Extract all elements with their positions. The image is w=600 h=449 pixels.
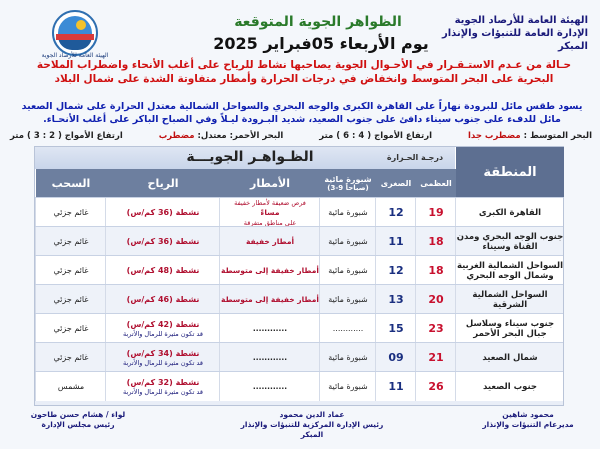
table-row bbox=[35, 226, 563, 256]
sea-state-line bbox=[10, 131, 592, 141]
bulletin-title: الظواهر الجوية المتوقعة bbox=[234, 14, 402, 30]
clouds-cell: غائم جزئي bbox=[35, 256, 106, 285]
signature-board-chairman: لواء / هشام حسن طاحون رئيس مجلس الإدارة bbox=[30, 410, 126, 429]
med-sea: البحر المتوسط : مضطرب جدا bbox=[468, 131, 592, 141]
phenomena-heading: الظـواهـر الجويـــة bbox=[186, 149, 314, 165]
signature-central-admin: عماد الدين محمود رئيس الإدارة المركزية للتنبؤات والإنذار المبكر bbox=[240, 410, 384, 439]
max-temp-cell: 20 bbox=[415, 285, 456, 314]
region-cell: السواحل الشمالية الغربية وشمال الوجه البحري bbox=[455, 256, 564, 285]
temperature-heading: درجـة الحـرارة bbox=[386, 153, 444, 162]
clouds-cell: غائم جزئي bbox=[35, 227, 106, 256]
humidity-cell: شبورة مائية bbox=[319, 198, 376, 227]
max-temp-cell: 19 bbox=[415, 198, 456, 227]
rain-cell: ............ bbox=[219, 343, 320, 372]
col-region: المنطقة bbox=[455, 147, 564, 197]
org-line-1: الهيئة العامة للأرصاد الجوية bbox=[454, 15, 588, 26]
signature-forecast-director: محمود شاهين مديرعام التنبؤات والإنذار bbox=[482, 410, 574, 429]
rain-cell: أمطار خفيفة إلى متوسطة bbox=[219, 256, 320, 285]
region-cell: شمال الصعيد bbox=[455, 343, 564, 372]
alert-red-text: حـالة من عـدم الاستـقـرار في الأحـوال الجوية يصاحبها نشاط للرياح على أغلب الأنحاء واضطراب الملاحة البحرية على البحر المتوسط وانخفاض في درجات الحرارة وأمطار متفاوتة الشدة على شمال البلاد bbox=[36, 59, 572, 85]
rain-cell: ............ bbox=[219, 314, 320, 343]
min-temp-cell: 13 bbox=[375, 285, 416, 314]
min-temp-cell: 12 bbox=[375, 256, 416, 285]
max-temp-cell: 23 bbox=[415, 314, 456, 343]
org-line-2: الإدارة العامة للتنبؤات والإنذار المبكر bbox=[441, 28, 588, 52]
min-temp-cell: 09 bbox=[375, 343, 416, 372]
alert-blue-text: يسود طقس مائل للبرودة نهاراً على القاهرة الكبرى والوجه البحري والسواحل الشمالية معتدل الحرارة على شمال الصعيد مائل للدفء على جنوب سيناء دافئ على جنوب الصعيد، شديد البـرودة ليـلاً وفي الصباح الباكر على أغلب الأنحـاء. bbox=[21, 101, 583, 125]
clouds-cell: غائم جزئي bbox=[35, 285, 106, 314]
wind-cell: نشطة (42 كم/س) قد تكون مثيرة للرمال والأتربة bbox=[105, 314, 220, 343]
meteorology-logo-icon bbox=[52, 10, 98, 56]
table-row bbox=[35, 284, 563, 314]
min-temp-cell: 11 bbox=[375, 227, 416, 256]
max-temp-cell: 18 bbox=[415, 227, 456, 256]
max-temp-cell: 18 bbox=[415, 256, 456, 285]
clouds-cell: غائم جزئي bbox=[35, 198, 106, 227]
table-row bbox=[35, 371, 563, 401]
col-max: العظمى bbox=[415, 169, 456, 197]
col-min: الصغرى bbox=[375, 169, 416, 197]
max-temp-cell: 21 bbox=[415, 343, 456, 372]
col-wind: الرياح bbox=[105, 169, 220, 197]
region-cell: جنوب الوجه البحري ومدن القناة وسيناء bbox=[455, 227, 564, 256]
min-temp-cell: 12 bbox=[375, 198, 416, 227]
humidity-cell: شبورة مائية bbox=[319, 372, 376, 401]
col-clouds: السحب bbox=[35, 169, 106, 197]
red-sea-waves: ارتفاع الأمواج ( 2 : 3 ) متر bbox=[10, 131, 123, 141]
region-cell: السواحل الشمالية الشرقية bbox=[455, 285, 564, 314]
clouds-cell: مشمس bbox=[35, 372, 106, 401]
wind-cell: نشطة (48 كم/س) bbox=[105, 256, 220, 285]
min-temp-cell: 15 bbox=[375, 314, 416, 343]
region-cell: القاهرة الكبرى bbox=[455, 198, 564, 227]
wind-cell: نشطة (46 كم/س) bbox=[105, 285, 220, 314]
table-row bbox=[35, 255, 563, 285]
humidity-cell: شبورة مائية bbox=[319, 343, 376, 372]
table-row bbox=[35, 313, 563, 343]
max-temp-cell: 26 bbox=[415, 372, 456, 401]
clouds-cell: غائم جزئي bbox=[35, 343, 106, 372]
rain-cell: فرص ضعيفة لأمطار خفيفة مساءً على مناطق متفرقة bbox=[219, 198, 320, 227]
wind-cell: نشطة (36 كم/س) bbox=[105, 198, 220, 227]
clouds-cell: غائم جزئي bbox=[35, 314, 106, 343]
col-rain: الأمطار bbox=[219, 169, 320, 197]
rain-cell: ............ bbox=[219, 372, 320, 401]
region-cell: جنوب سيناء وسلاسل جبال البحر الأحمر bbox=[455, 314, 564, 343]
wind-cell: نشطة (34 كم/س) قد تكون مثيرة للرمال والأتربة bbox=[105, 343, 220, 372]
humidity-cell: شبورة مائية bbox=[319, 285, 376, 314]
bulletin-date: يوم الأربعاء 05فبراير 2025 bbox=[213, 34, 429, 53]
forecast-table bbox=[34, 146, 564, 406]
col-humidity: شبورة مائية (3-9 صباحاً) bbox=[319, 169, 376, 197]
table-row bbox=[35, 197, 563, 227]
organization-name bbox=[418, 14, 588, 53]
signature-footer bbox=[0, 406, 600, 449]
humidity-cell: شبورة مائية bbox=[319, 227, 376, 256]
humidity-cell: ............ bbox=[319, 314, 376, 343]
logo-caption: الهيئة العامة للأرصاد الجوية bbox=[41, 52, 109, 59]
red-sea: البحر الأحمر: معتدل: مضطرب bbox=[158, 131, 284, 141]
rain-cell: أمطار خفيفة إلى متوسطة bbox=[219, 285, 320, 314]
table-row bbox=[35, 342, 563, 372]
wind-cell: نشطة (32 كم/س) قد تكون مثيرة للرمال والأتربة bbox=[105, 372, 220, 401]
rain-cell: أمطار خفيفة bbox=[219, 227, 320, 256]
min-temp-cell: 11 bbox=[375, 372, 416, 401]
med-sea-waves: ارتفاع الأمواج ( 4 : 6 ) متر bbox=[319, 131, 433, 141]
wind-cell: نشطة (36 كم/س) bbox=[105, 227, 220, 256]
humidity-cell: شبورة مائية bbox=[319, 256, 376, 285]
region-cell: جنوب الصعيد bbox=[455, 372, 564, 401]
